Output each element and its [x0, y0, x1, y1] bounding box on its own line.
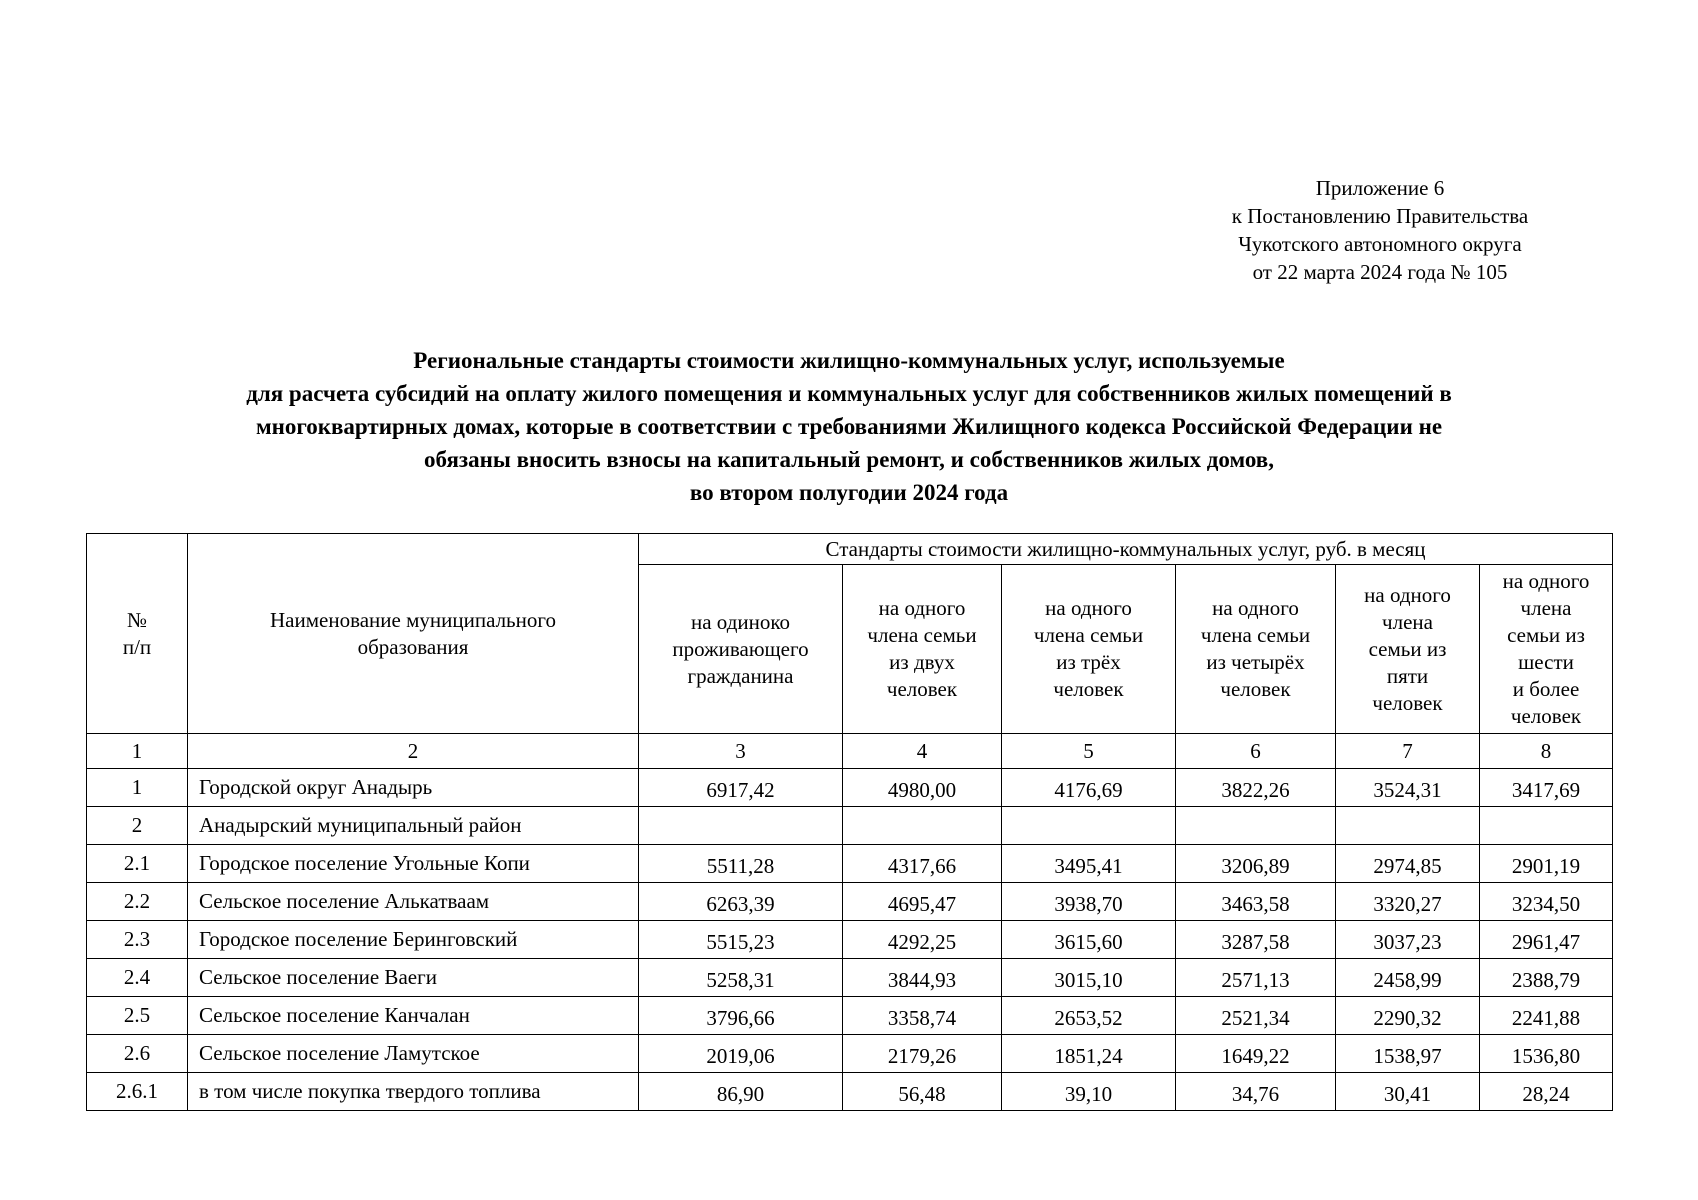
table-row	[87, 1035, 1613, 1073]
cost-value: 2901,19	[1480, 845, 1613, 883]
table-row	[87, 997, 1613, 1035]
row-number: 1	[87, 769, 188, 807]
title-line: во втором полугодии 2024 года	[689, 480, 1009, 505]
appendix-line: Чукотского автономного округа	[1238, 232, 1522, 256]
cost-value: 30,41	[1336, 1073, 1480, 1111]
cost-value: 3287,58	[1176, 921, 1336, 959]
cost-value: 3417,69	[1480, 769, 1613, 807]
row-number: 2.3	[87, 921, 188, 959]
cost-value: 34,76	[1176, 1073, 1336, 1111]
cost-value: 3615,60	[1002, 921, 1176, 959]
municipality-name: Городское поселение Угольные Копи	[188, 845, 639, 883]
standards-table	[86, 533, 1613, 1111]
row-number: 2.4	[87, 959, 188, 997]
municipality-name: Городской округ Анадырь	[188, 769, 639, 807]
cost-value	[1002, 807, 1176, 845]
cost-value	[639, 807, 843, 845]
cost-value: 3463,58	[1176, 883, 1336, 921]
cost-value: 3206,89	[1176, 845, 1336, 883]
cost-value: 4317,66	[843, 845, 1002, 883]
cost-value: 2521,34	[1176, 997, 1336, 1035]
cost-value: 5515,23	[639, 921, 843, 959]
column-number: 3	[639, 734, 843, 769]
appendix-block	[1180, 174, 1580, 286]
cost-value: 2290,32	[1336, 997, 1480, 1035]
cost-value: 3015,10	[1002, 959, 1176, 997]
row-number: 2	[87, 807, 188, 845]
cost-value: 2388,79	[1480, 959, 1613, 997]
cost-value: 2571,13	[1176, 959, 1336, 997]
municipality-name: Сельское поселение Ламутское	[188, 1035, 639, 1073]
cost-value: 3796,66	[639, 997, 843, 1035]
header-col-3: на одиноко проживающего гражданина	[639, 565, 843, 734]
cost-value: 86,90	[639, 1073, 843, 1111]
municipality-name: в том числе покупка твердого топлива	[188, 1073, 639, 1111]
cost-value: 3234,50	[1480, 883, 1613, 921]
column-number: 7	[1336, 734, 1480, 769]
cost-value: 2179,26	[843, 1035, 1002, 1073]
cost-value: 3844,93	[843, 959, 1002, 997]
cost-value: 4176,69	[1002, 769, 1176, 807]
column-number: 4	[843, 734, 1002, 769]
header-number: № п/п	[87, 534, 188, 734]
cost-value	[1176, 807, 1336, 845]
cost-value: 2458,99	[1336, 959, 1480, 997]
appendix-line: от 22 марта 2024 года № 105	[1252, 260, 1508, 284]
cost-value: 2974,85	[1336, 845, 1480, 883]
cost-value: 3938,70	[1002, 883, 1176, 921]
table-row	[87, 807, 1613, 845]
title-line: обязаны вносить взносы на капитальный ремонт, и собственников жилых домов,	[424, 447, 1274, 472]
cost-value: 5511,28	[639, 845, 843, 883]
table-row	[87, 883, 1613, 921]
header-col-7: на одного члена семьи из пяти человек	[1336, 565, 1480, 734]
municipality-name: Городское поселение Беринговский	[188, 921, 639, 959]
row-number: 2.2	[87, 883, 188, 921]
title-line: многоквартирных домах, которые в соответствии с требованиями Жилищного кодекса Российской Федерации не	[255, 414, 1443, 439]
column-number: 8	[1480, 734, 1613, 769]
row-number: 2.6.1	[87, 1073, 188, 1111]
table-row	[87, 1073, 1613, 1111]
row-number: 2.1	[87, 845, 188, 883]
column-number: 6	[1176, 734, 1336, 769]
cost-value: 3495,41	[1002, 845, 1176, 883]
cost-value: 28,24	[1480, 1073, 1613, 1111]
cost-value: 5258,31	[639, 959, 843, 997]
cost-value: 6917,42	[639, 769, 843, 807]
cost-value: 4980,00	[843, 769, 1002, 807]
cost-value: 3358,74	[843, 997, 1002, 1035]
column-number: 5	[1002, 734, 1176, 769]
cost-value: 2961,47	[1480, 921, 1613, 959]
cost-value: 3822,26	[1176, 769, 1336, 807]
cost-value: 2019,06	[639, 1035, 843, 1073]
row-number: 2.6	[87, 1035, 188, 1073]
cost-value: 3037,23	[1336, 921, 1480, 959]
header-municipality-name: Наименование муниципального образования	[188, 534, 639, 734]
table-row	[87, 845, 1613, 883]
row-number: 2.5	[87, 997, 188, 1035]
document-title	[80, 344, 1618, 509]
municipality-name: Анадырский муниципальный район	[188, 807, 639, 845]
cost-value	[1480, 807, 1613, 845]
cost-value	[843, 807, 1002, 845]
cost-value: 4695,47	[843, 883, 1002, 921]
header-col-4: на одного члена семьи из двух человек	[843, 565, 1002, 734]
table-row	[87, 769, 1613, 807]
header-standards-group: Стандарты стоимости жилищно-коммунальных услуг, руб. в месяц	[639, 534, 1613, 565]
cost-value: 39,10	[1002, 1073, 1176, 1111]
cost-value: 2653,52	[1002, 997, 1176, 1035]
municipality-name: Сельское поселение Алькатваам	[188, 883, 639, 921]
cost-value: 3524,31	[1336, 769, 1480, 807]
municipality-name: Сельское поселение Ваеги	[188, 959, 639, 997]
table-row	[87, 959, 1613, 997]
cost-value: 2241,88	[1480, 997, 1613, 1035]
title-line: для расчета субсидий на оплату жилого помещения и коммунальных услуг для собственников жилых помещений в	[246, 381, 1452, 406]
column-number: 1	[87, 734, 188, 769]
cost-value: 6263,39	[639, 883, 843, 921]
cost-value	[1336, 807, 1480, 845]
column-number: 2	[188, 734, 639, 769]
table-row	[87, 921, 1613, 959]
header-col-8: на одного члена семьи из шести и более человек	[1480, 565, 1613, 734]
cost-value: 1649,22	[1176, 1035, 1336, 1073]
cost-value: 56,48	[843, 1073, 1002, 1111]
cost-value: 3320,27	[1336, 883, 1480, 921]
cost-value: 1536,80	[1480, 1035, 1613, 1073]
municipality-name: Сельское поселение Канчалан	[188, 997, 639, 1035]
cost-value: 4292,25	[843, 921, 1002, 959]
cost-value: 1851,24	[1002, 1035, 1176, 1073]
cost-value: 1538,97	[1336, 1035, 1480, 1073]
title-line: Региональные стандарты стоимости жилищно-коммунальных услуг, используемые	[413, 348, 1285, 373]
header-col-6: на одного члена семьи из четырёх человек	[1176, 565, 1336, 734]
header-col-5: на одного члена семьи из трёх человек	[1002, 565, 1176, 734]
appendix-line: к Постановлению Правительства	[1231, 204, 1529, 228]
appendix-line: Приложение 6	[1315, 176, 1445, 200]
